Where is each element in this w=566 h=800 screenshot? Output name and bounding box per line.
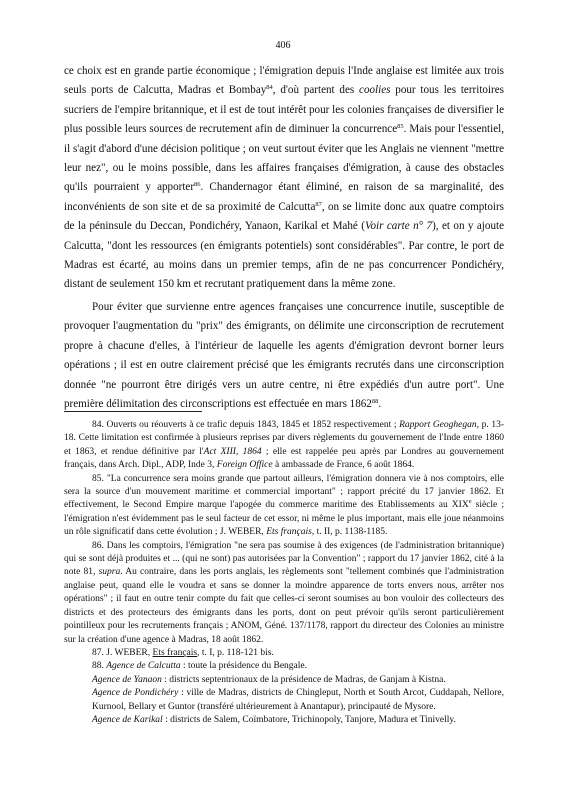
- footnote-ref-85: 85: [397, 123, 404, 131]
- footnote-84: [64, 419, 504, 473]
- footnote-88: [64, 660, 504, 673]
- fn86-italic-1: supra: [98, 567, 121, 578]
- agency-karikal-text: : districts de Salem, Coïmbatore, Trichinopoly, Tanjore, Madura et Tinivelly.: [162, 714, 456, 725]
- fn86-text-2: . Au contraire, dans les ports anglais, les règlements sont "tellement combinés que l'administration anglaise peut, quand elle le voudra et sans se donner la moindre apparence de torts envers nous, arrêter nos opérations" ; il faut en outre tenir compte du fait que celles-ci seront soumises au bon vouloir des collecteurs des districts et des protecteurs des émigrants dans les ports, dont on peut prévoir qu'ils seront particulièrement pointilleux pour les recrutements français ; ANOM, Géné. 137/1178, rapport du directeur des Colonies au ministre sur la création d'une agence à Madras, 18 août 1862.: [64, 567, 505, 645]
- fn87-text-1: 87. J. WEBER,: [92, 647, 153, 658]
- agency-pondichery-text: : ville de Madras, districts de Chingleput, North et South Arcot, Cuddapah, Nellore, Kurnool, Bellary et Guntor (transféré ultérieurement à Anantapur), principauté de Mysore.: [92, 688, 504, 712]
- fn84-italic-3: Foreign Office: [216, 460, 273, 471]
- para1-text-7: ), et on y ajoute Calcutta, "dont les ressources (en émigrants potentiels) sont considérables". Par contre, le port de Madras est écarté, au moins dans un premier temps, afin de ne pas concurrencer Pondichéry, distant de seulement 150 km et recrutant pratiquement dans la même zone.: [64, 220, 504, 291]
- footnote-86: [64, 540, 504, 647]
- footnote-ref-87: 87: [315, 200, 322, 208]
- fn84-text-4: à ambassade de France, 6 août 1864.: [272, 460, 415, 471]
- agency-yanaon-label: Agence de Yanaon: [92, 674, 162, 685]
- para2-text-1: Pour éviter que survienne entre agences françaises une concurrence inutile, susceptible de provoquer l'augmentation du "prix" des émigrants, on délimite une circonscription de recrutement propre à chacune d'elles, à l'intérieur de laquelle les agents d'émigration devront borner leurs opérations ; il est en outre clairement précisé que les émigrants recrutés dans une circonscription donnée "ne pourront être dirigés vers un autre centre, ni être expédiés d'un autre port". Une première délimitation des circonscriptions est effectuée en mars 1862: [64, 301, 504, 411]
- agency-karikal-label: Agence de Karikal: [92, 714, 163, 725]
- footnote-separator: [64, 411, 202, 412]
- fn88-text-2: : toute la présidence du Bengale.: [180, 661, 307, 672]
- para1-text-2: , d'où partent des: [272, 84, 360, 97]
- fn88-italic-1: Agence de Calcutta: [106, 661, 181, 672]
- fn85-text-1: 85. "La concurrence sera moins grande que partout ailleurs, l'émigration donnera vie à nos comptoirs, elle sera la source d'un mouvement maritime et commercial important" ; rapport précité du 17 janvier 1862. Et effectivement, le Second Empire marque l'apogée du commerce maritime des Etablissements au XIX: [64, 473, 504, 511]
- footnote-ref-86: 86: [194, 181, 201, 189]
- footnote-85: [64, 473, 504, 540]
- footnote-87: [64, 647, 504, 660]
- fn84-italic-1: Rapport Geoghegan: [399, 420, 477, 430]
- agency-yanaon-text: : districts septentrionaux de la présidence de Madras, de Ganjam à Kistna.: [161, 674, 446, 685]
- fn88-text-1: 88.: [92, 661, 107, 672]
- para1-coolies: coolies: [359, 84, 391, 97]
- agency-karikal: [64, 714, 504, 727]
- fn85-text-3: , t. II, p. 1138-1185.: [311, 527, 388, 538]
- fn84-text-1: 84. Ouverts ou réouverts à ce trafic depuis 1843, 1845 et 1852 respectivement ;: [92, 420, 400, 430]
- fn87-text-2: , t. I, p. 118-121 bis.: [197, 647, 274, 658]
- fn85-italic-1: Ets français: [266, 527, 312, 538]
- fn84-italic-2: Act XIII, 1864: [203, 446, 262, 457]
- para2-text-2: .: [378, 398, 382, 411]
- map-reference: Voir carte n° 7: [364, 220, 433, 233]
- fn86-text-1: 86. Dans les comptoirs, l'émigration "ne sera pas soumise à des exigences (de l'administration britannique) qui se sont déjà produites et ... (qui ne sont) pas autorisées par la Convention" ; rapport du 17 janvier 1862, cité à la note 81,: [64, 540, 504, 578]
- fn85-text-2: siècle ; l'émigration n'est évidemment pas le seul facteur de cet essor, ni même le plus important, mais elle joue néanmoins un rôle significatif dans cette évolution ; J. WEBER,: [64, 500, 504, 538]
- footnote-ref-88: 88: [371, 398, 379, 406]
- footnotes: [64, 419, 504, 727]
- agency-yanaon: [64, 674, 504, 687]
- para1-text-3: pour tous les territoires sucriers de l'empire britannique, et il est de tout intérêt pour les colonies françaises de diversifier le plus possible leurs sources de recrutement afin de diminuer la concurrence: [64, 84, 504, 136]
- para1-text-6: , on se limite donc aux quatre comptoirs de la péninsule du Deccan, Pondichéry, Yanaon, Karikal et Mahé (: [64, 200, 505, 233]
- page-number: 406: [275, 40, 291, 51]
- fn87-italic-1: Ets français: [152, 647, 198, 658]
- para1-text-5: . Chandernagor étant éliminé, en raison de sa marginalité, des inconvénients de son site et de sa proximité de Calcutta: [64, 181, 504, 213]
- agency-pondichery-label: Agence de Pondichéry: [92, 688, 179, 699]
- para1-text-1: ce choix est en grande partie économique ; l'émigration depuis l'Inde anglaise est limitée aux trois seuls ports de Calcutta, Madras et Bombay: [64, 65, 504, 97]
- fn84-text-2: , p. 13-18. Cette limitation est confirmée à plusieurs reprises par divers règlements du gouvernement de l'Inde entre 1860 et 1863, et rendue définitive par l': [64, 420, 504, 457]
- fn85-superscript: e: [468, 498, 472, 506]
- fn84-text-3: ; elle est rappelée peu après par Londres au gouvernement français, dans Arch. Dipl., ADP, Inde 3,: [64, 446, 505, 471]
- body-paragraph-2: [64, 298, 504, 414]
- footnote-ref-84: 84: [266, 84, 273, 92]
- agency-pondichery: [64, 687, 504, 714]
- para1-text-4: . Mais pour l'essentiel, il s'agit d'abord d'une décision politique ; on veut surtout éviter que les Anglais ne viennent "mettre leur nez", ou le moins possible, dans les affaires françaises d'émigration, à cause des obstacles qu'ils pourraient y apporter: [64, 123, 504, 194]
- body-paragraph-1: [64, 62, 504, 295]
